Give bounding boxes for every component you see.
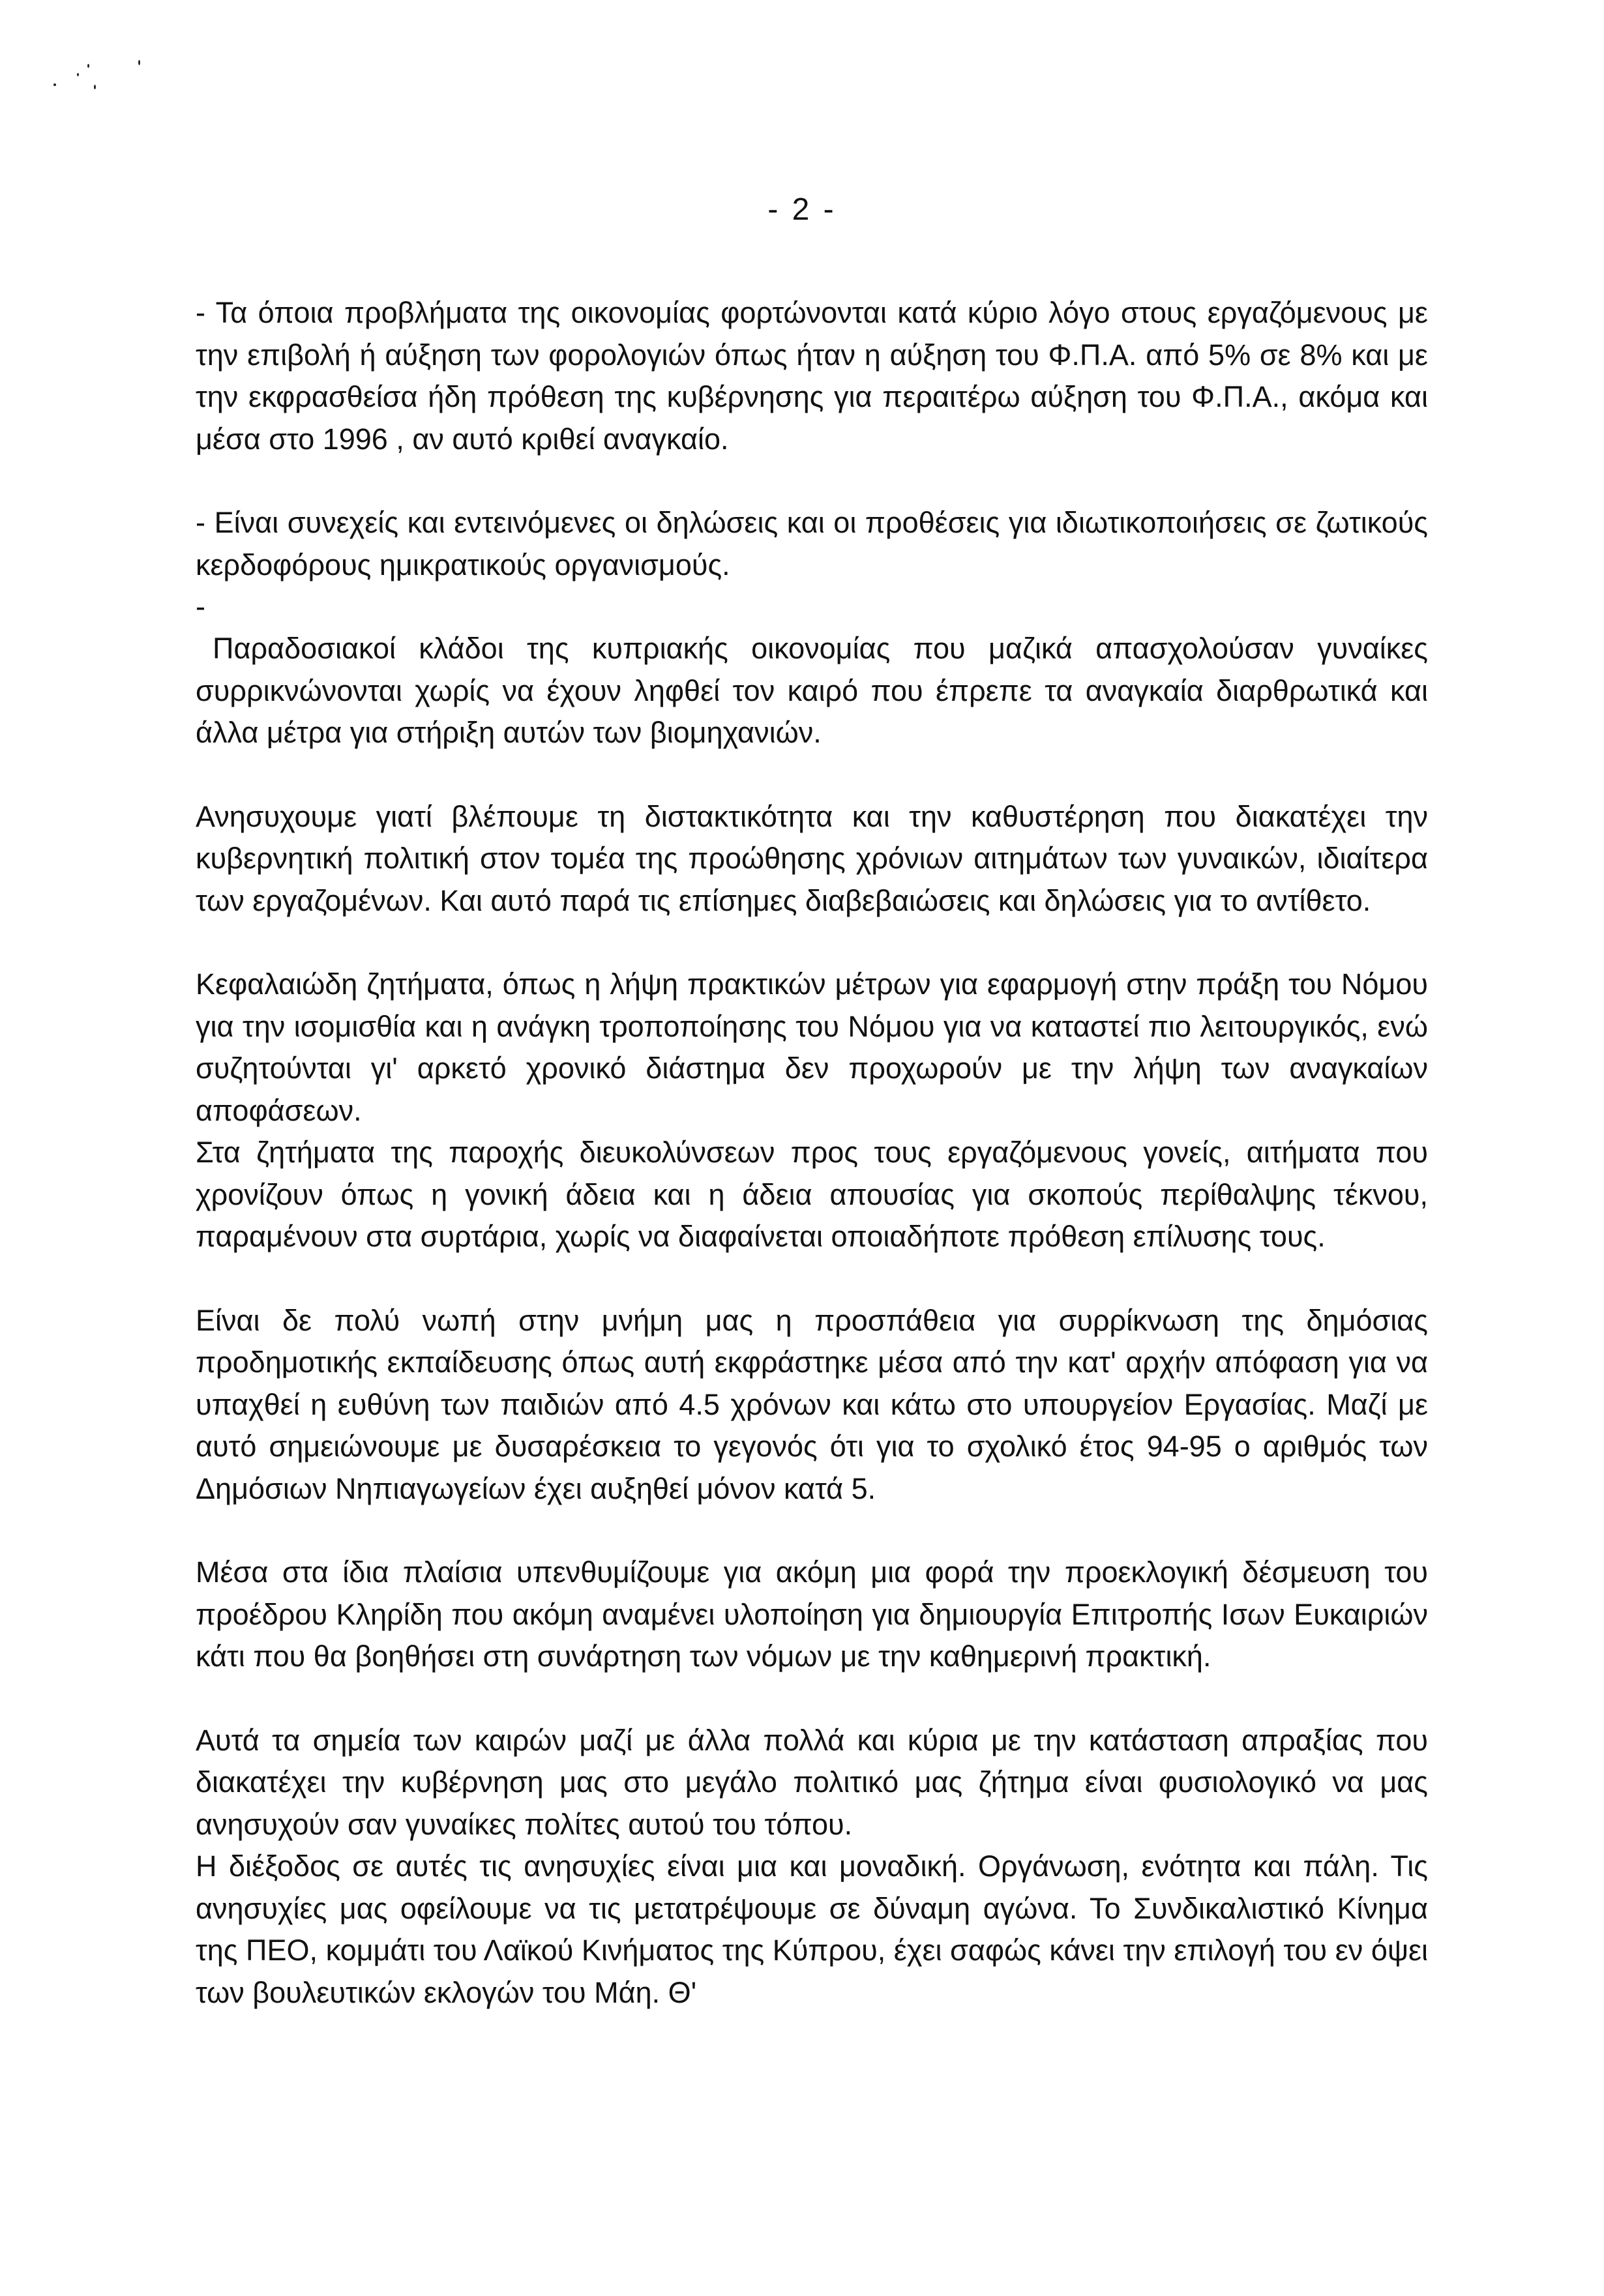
paragraph-parental-leave: Στα ζητήματα της παροχής διευκολύνσεων προς τους εργαζόμενους γονείς, αιτήματα που χρονίζουν όπως η γονική άδεια και η άδεια απουσίας για σκοπούς περίθαλψης τέκνου, παραμένουν στα συρτάρια, χωρίς να διαφαίνεται οποιαδήποτε πρόθεση επίλυσης τους. bbox=[196, 1136, 1428, 1253]
paragraph-privatization: - Είναι συνεχείς και εντεινόμενες οι δηλώσεις και οι προθέσεις για ιδιωτικοποιήσεις σε ζωτικούς κερδοφόρους ημικρατικούς οργανισμούς. bbox=[196, 506, 1428, 581]
paragraph-organisation-unity-struggle: Η διέξοδος σε αυτές τις ανησυχίες είναι μια και μοναδική. Οργάνωση, ενότητα και πάλη. Τις ανησυχίες μας οφείλουμε να τις μετατρέψουμε σε δύναμη αγώνα. Το Συνδικαλιστικό Κίνημα της ΠΕΟ, κομμάτι του Λαϊκού Κινήματος της Κύπρου, έχει σαφώς κάνει την επιλογή του εν όψει των βουλευτικών εκλογών του Μάη. Θ' bbox=[196, 1849, 1428, 2009]
scan-speck bbox=[94, 85, 96, 89]
scan-speck bbox=[138, 60, 140, 65]
paragraph-equal-opportunities-committee: Μέσα στα ίδια πλαίσια υπενθυμίζουμε για ακόμη μια φορά την προεκλογική δέσμευση του προέδρου Κληρίδη που ακόμη αναμένει υλοποίηση για δημιουργία Επιτροπής Ισων Ευκαιριών κάτι που θα βοηθήσει στη συνάρτηση των νόμων με την καθημερινή πρακτική. bbox=[196, 1555, 1428, 1673]
paragraph-signs-of-the-times: Αυτά τα σημεία των καιρών μαζί με άλλα πολλά και κύρια με την κατάσταση απραξίας που διακατέχει την κυβέρνηση μας στο μεγάλο πολιτικό μας ζήτημα είναι φυσιολογικό να μας ανησυχούν σαν γυναίκες πολίτες αυτού του τόπου. bbox=[196, 1723, 1428, 1841]
scan-speck bbox=[53, 83, 56, 86]
document-body bbox=[196, 292, 1428, 2014]
scan-speck bbox=[77, 73, 79, 76]
list-dash: - bbox=[196, 590, 205, 623]
page-number: - 2 - bbox=[767, 192, 837, 227]
paragraph-government-hesitancy: Ανησυχουμε γιατί βλέπουμε τη διστακτικότητα και την καθυστέρηση που διακατέχει την κυβερνητική πολιτική στον τομέα της προώθησης χρόνιων αιτημάτων των γυναικών, ιδιαίτερα των εργαζομένων. Και αυτό παρά τις επίσημες διαβεβαιώσεις και δηλώσεις για το αντίθετο. bbox=[196, 799, 1428, 917]
paragraph-equal-pay-law: Κεφαλαιώδη ζητήματα, όπως η λήψη πρακτικών μέτρων για εφαρμογή στην πράξη του Νόμου για την ισομισθία και η ανάγκη τροποποίησης του Νόμου για να καταστεί πιο λειτουργικός, ενώ συζητούνται γι' αρκετό χρονικό διάστημα δεν προχωρούν με την λήψη των αναγκαίων αποφάσεων. bbox=[196, 967, 1428, 1127]
scan-speck bbox=[87, 64, 89, 68]
paragraph-preschool-education: Είναι δε πολύ νωπή στην μνήμη μας η προσπάθεια για συρρίκνωση της δημόσιας προδημοτικής εκπαίδευσης όπως αυτή εκφράστηκε μέσα από την κατ' αρχήν απόφαση για να υπαχθεί η ευθύνη των παιδιών από 4.5 χρόνων και κάτω στο υπουργείον Εργασίας. Μαζί με αυτό σημειώνουμε με δυσαρέσκεια το γεγονός ότι για το σχολικό έτος 94-95 ο αριθμός των Δημόσιων Νηπιαγωγείων έχει αυξηθεί μόνον κατά 5. bbox=[196, 1303, 1428, 1505]
paragraph-traditional-sectors: Παραδοσιακοί κλάδοι της κυπριακής οικονομίας που μαζικά απασχολούσαν γυναίκες συρρικνώνονται χωρίς να έχουν ληφθεί τον καιρό που έπρεπε τα αναγκαία διαρθρωτικά και άλλα μέτρα για στήριξη αυτών των βιομηχανιών. bbox=[196, 632, 1428, 749]
paragraph-tax-burden: - Τα όποια προβλήματα της οικονομίας φορτώνονται κατά κύριο λόγο στους εργαζόμενους με την επιβολή ή αύξηση των φορολογιών όπως ήταν η αύξηση του Φ.Π.Α. από 5% σε 8% και με την εκφρασθείσα ήδη πρόθεση της κυβέρνησης για περαιτέρω αύξηση του Φ.Π.Α., ακόμα και μέσα στο 1996 , αν αυτό κριθεί αναγκαίο. bbox=[196, 296, 1428, 456]
